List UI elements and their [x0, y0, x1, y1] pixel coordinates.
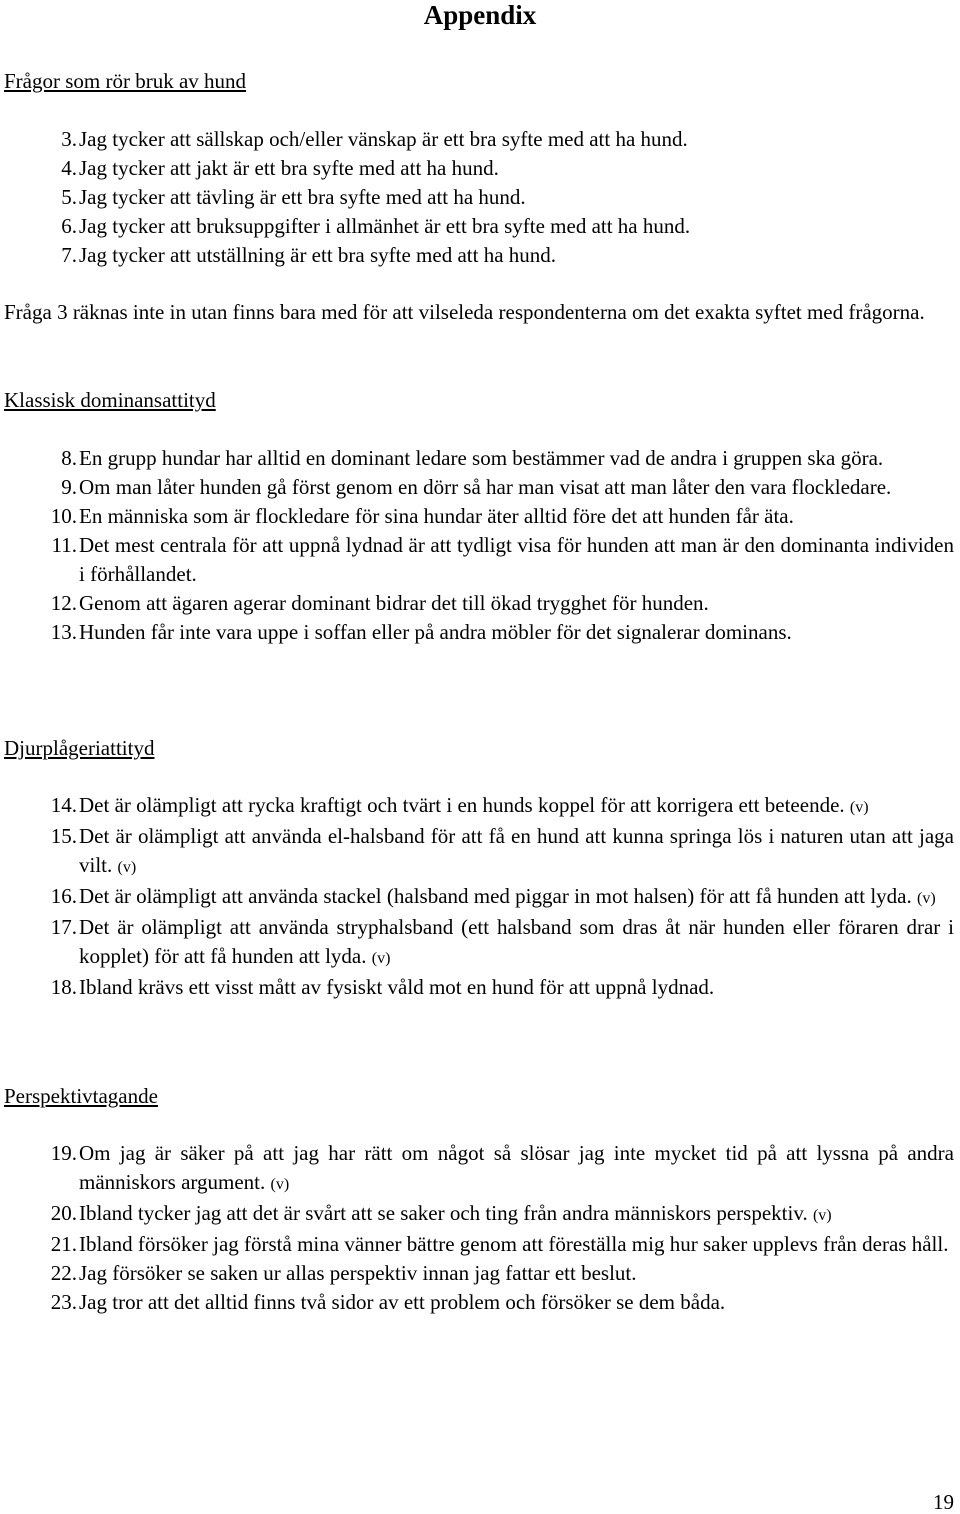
list-dominans [0, 444, 960, 647]
list-perspektiv [0, 1139, 960, 1317]
item-number: 21. [50, 1232, 77, 1256]
item-text: Jag tror att det alltid finns två sidor av ett problem och försöker se dem båda. [79, 1290, 726, 1314]
item-text-wrap [79, 822, 954, 882]
item-text: Om man låter hunden gå först genom en dörr så har man visat att man låter den vara flockledare. [79, 475, 892, 499]
item-number: 23. [50, 1290, 77, 1314]
list-item [0, 125, 960, 154]
item-text-wrap [79, 882, 954, 913]
list-item [0, 1199, 960, 1230]
list-bruk [0, 125, 960, 270]
reverse-mark: (v) [270, 1176, 290, 1193]
list-item [0, 444, 960, 473]
section-heading-djurplageri: Djurplågeriattityd [4, 736, 155, 760]
item-text: Om jag är säker på att jag har rätt om något så slösar jag inte mycket tid på att lyssna på andra människors argument. [79, 1141, 954, 1194]
item-number: 22. [50, 1261, 77, 1285]
section-heading-dominans: Klassisk dominansattityd [4, 388, 216, 412]
reverse-mark: (v) [812, 1207, 832, 1224]
list-item [0, 212, 960, 241]
list-item [0, 882, 960, 913]
item-text: Jag tycker att bruksuppgifter i allmänhet är ett bra syfte med att ha hund. [79, 214, 691, 238]
reverse-mark: (v) [117, 859, 137, 876]
item-number: 19. [50, 1141, 77, 1165]
item-text: Ibland krävs ett visst mått av fysiskt våld mot en hund för att uppnå lydnad. [79, 975, 715, 999]
item-number: 12. [50, 591, 77, 615]
item-text: Det är olämpligt att använda el-halsband för att få en hund att kunna springa lös i naturen utan att jaga vilt. [79, 824, 954, 877]
item-number: 3. [61, 127, 77, 151]
item-number: 20. [50, 1201, 77, 1225]
item-number: 16. [50, 884, 77, 908]
list-item [0, 791, 960, 822]
reverse-mark: (v) [371, 950, 391, 967]
section-heading-perspektiv: Perspektivtagande [4, 1084, 158, 1108]
item-text: Ibland tycker jag att det är svårt att se saker och ting från andra människors perspektiv. [79, 1201, 808, 1225]
item-text: Jag tycker att jakt är ett bra syfte med att ha hund. [79, 156, 499, 180]
item-text: Hunden får inte vara uppe i soffan eller på andra möbler för det signalerar dominans. [79, 620, 792, 644]
item-number: 15. [50, 824, 77, 848]
item-number: 4. [61, 156, 77, 180]
item-text: Det är olämpligt att rycka kraftigt och tvärt i en hunds koppel för att korrigera ett beteende. [79, 793, 845, 817]
item-text: Jag tycker att tävling är ett bra syfte med att ha hund. [79, 185, 526, 209]
item-text: Det är olämpligt att använda stryphalsband (ett halsband som dras åt när hunden eller föraren drar i kopplet) för att få hunden att lyda. [79, 915, 954, 968]
reverse-mark: (v) [849, 799, 869, 816]
item-text-wrap [79, 913, 954, 973]
item-number: 18. [50, 975, 77, 999]
section-heading-bruk: Frågor som rör bruk av hund [4, 69, 247, 93]
item-text-wrap [79, 1199, 954, 1230]
list-item [0, 1230, 960, 1259]
item-text-wrap [79, 791, 954, 822]
item-number: 14. [50, 793, 77, 817]
item-text: En människa som är flockledare för sina hundar äter alltid före det att hunden får äta. [79, 504, 794, 528]
note-paragraph: Fråga 3 räknas inte in utan finns bara med för att vilseleda respondenterna om det exakta syftet med frågorna. [4, 300, 925, 324]
item-text: Genom att ägaren agerar dominant bidrar det till ökad trygghet för hunden. [79, 591, 709, 615]
reverse-mark: (v) [916, 890, 936, 907]
item-number: 6. [61, 214, 77, 238]
list-item [0, 473, 960, 502]
item-number: 13. [50, 620, 77, 644]
item-number: 11. [51, 533, 77, 557]
list-item [0, 1139, 960, 1199]
item-number: 17. [50, 915, 77, 939]
list-item [0, 822, 960, 882]
item-number: 9. [61, 475, 77, 499]
list-item [0, 183, 960, 212]
item-text: Jag tycker att sällskap och/eller vänskap är ett bra syfte med att ha hund. [79, 127, 688, 151]
item-number: 8. [61, 446, 77, 470]
item-text: Ibland försöker jag förstå mina vänner bättre genom att föreställa mig hur saker upplevs från deras håll. [79, 1232, 949, 1256]
list-djurplageri [0, 791, 960, 1002]
item-number: 5. [61, 185, 77, 209]
list-item [0, 531, 960, 589]
list-item [0, 241, 960, 270]
list-item [0, 1288, 960, 1317]
list-item [0, 618, 960, 647]
list-item [0, 502, 960, 531]
list-item [0, 589, 960, 618]
item-text: Det är olämpligt att använda stackel (halsband med piggar in mot halsen) för att få hunden att lyda. [79, 884, 912, 908]
item-text: Jag försöker se saken ur allas perspektiv innan jag fattar ett beslut. [79, 1261, 637, 1285]
list-item [0, 154, 960, 183]
item-number: 7. [61, 243, 77, 267]
list-item [0, 1259, 960, 1288]
list-item [0, 913, 960, 973]
item-text: Jag tycker att utställning är ett bra syfte med att ha hund. [79, 243, 557, 267]
item-number: 10. [50, 504, 77, 528]
list-item [0, 973, 960, 1002]
page-title: Appendix [423, 0, 537, 30]
page-number: 19 [933, 1490, 954, 1514]
item-text-wrap [79, 1139, 954, 1199]
item-text: En grupp hundar har alltid en dominant ledare som bestämmer vad de andra i gruppen ska göra. [79, 446, 884, 470]
item-text: Det mest centrala för att uppnå lydnad är att tydligt visa för hunden att man är den dominanta individen i förhållandet. [79, 533, 954, 586]
